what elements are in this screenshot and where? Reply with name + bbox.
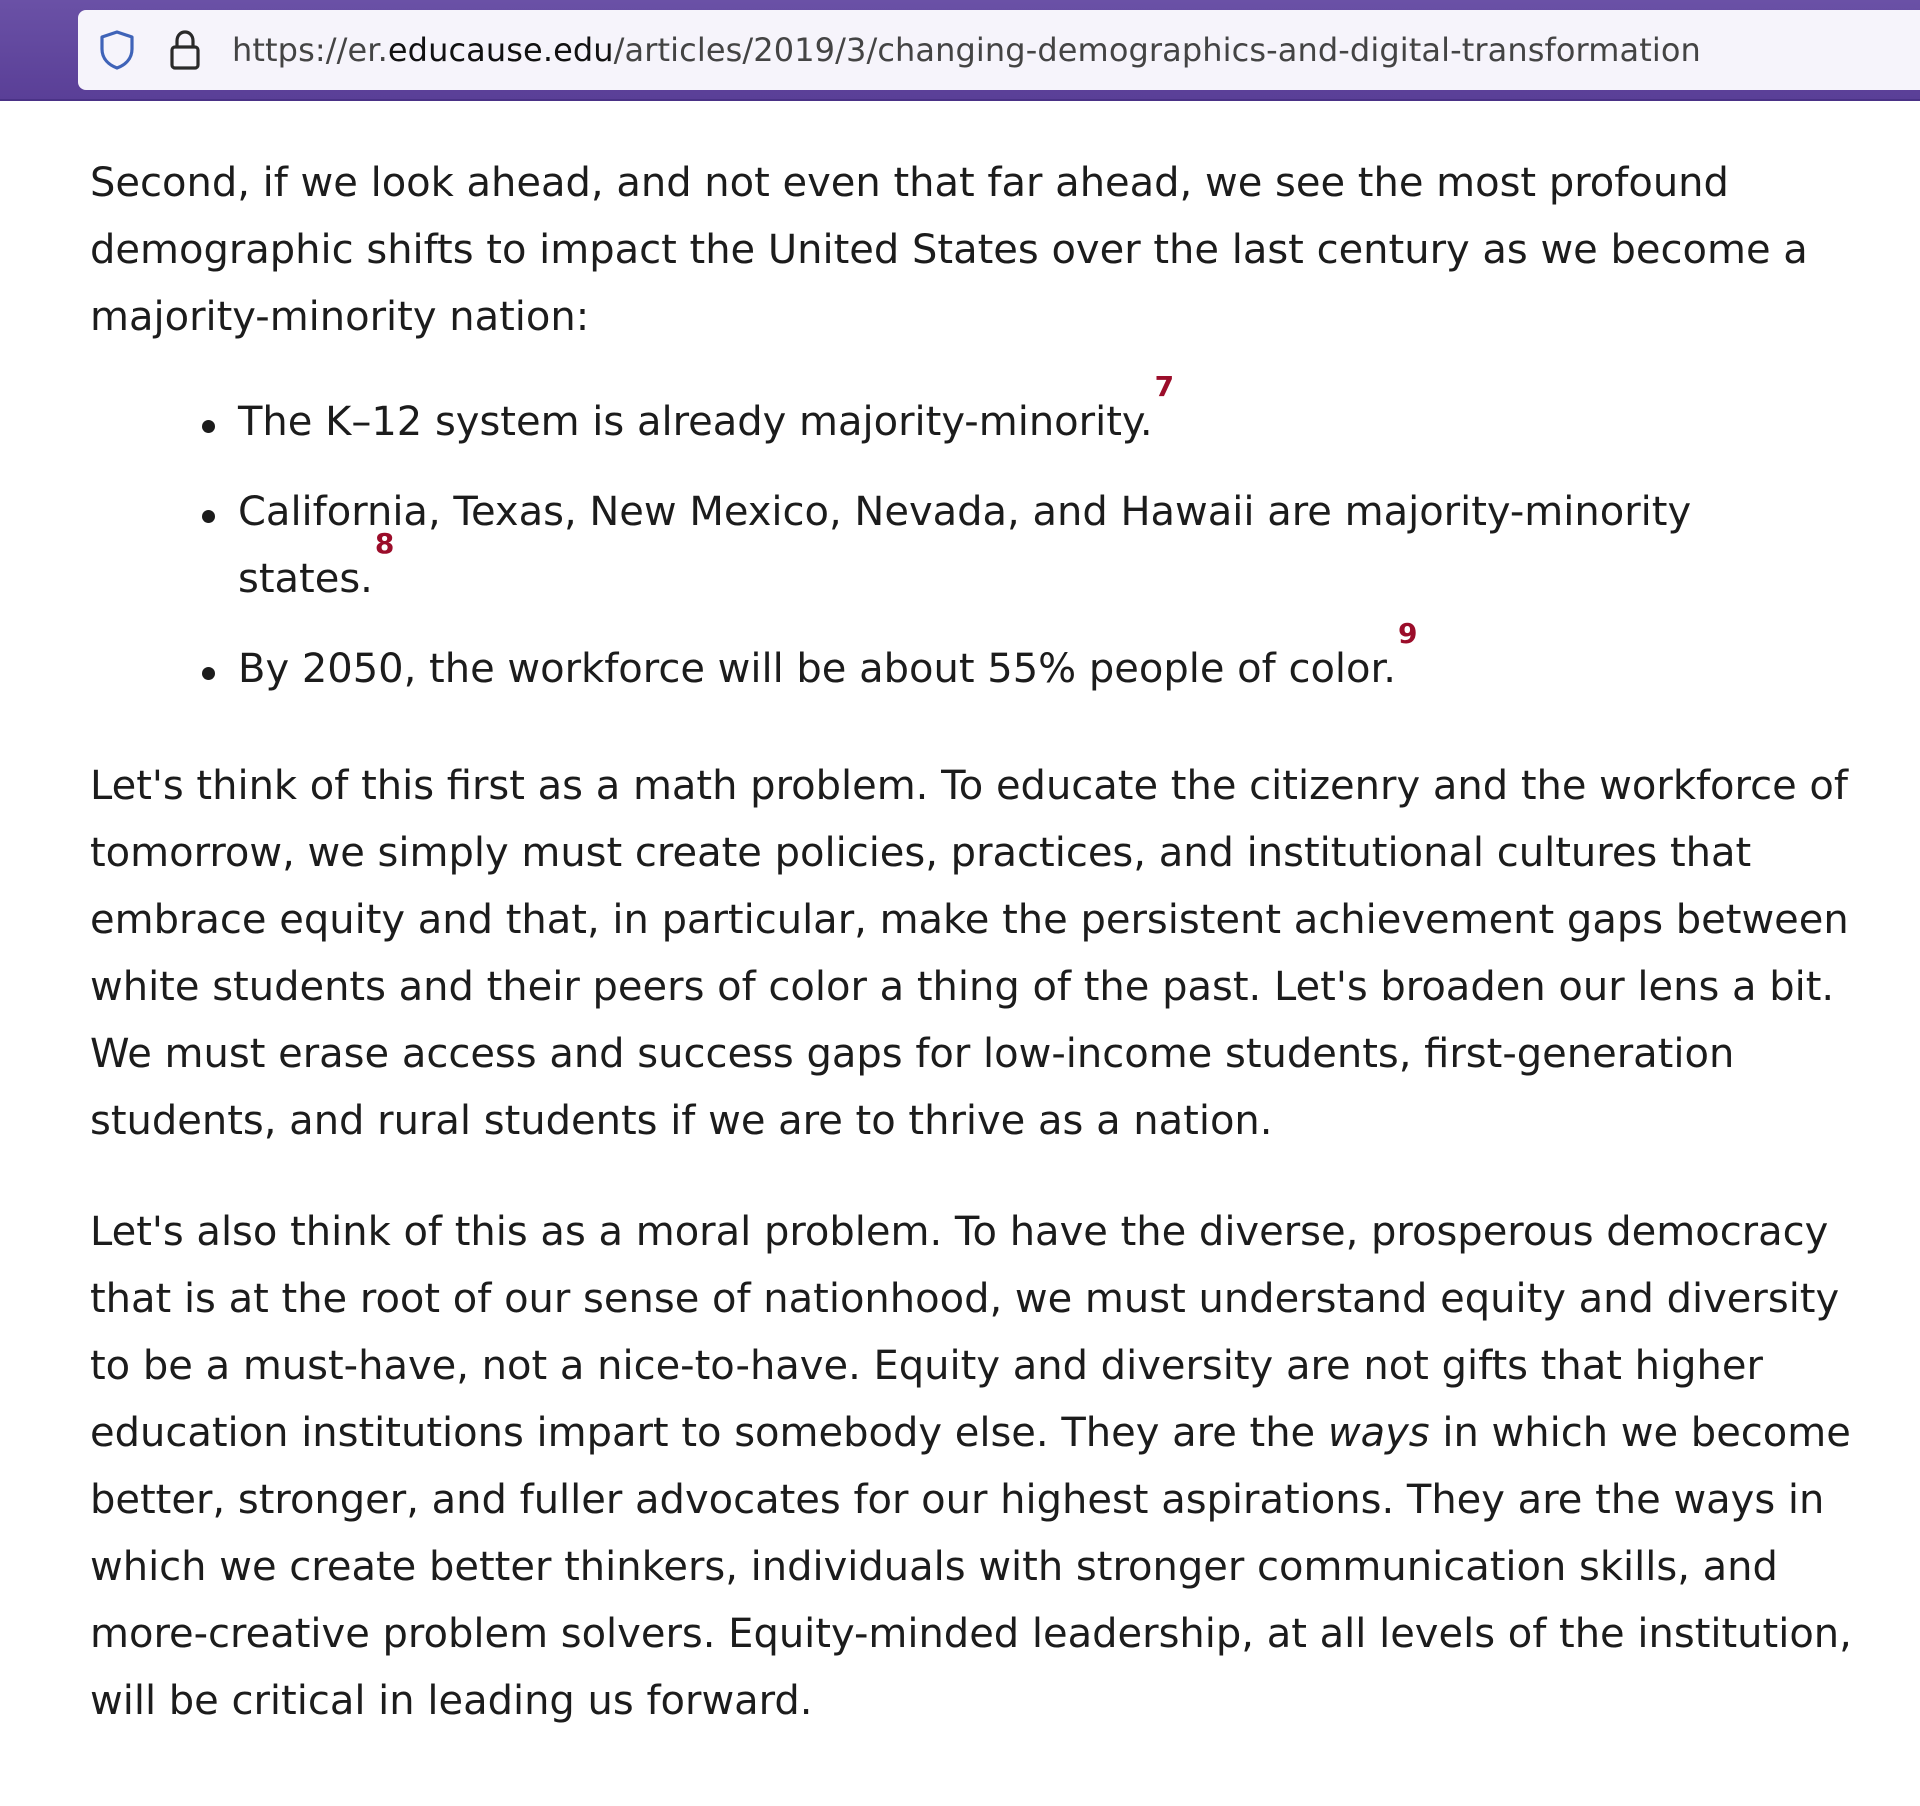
list-item [238,370,1860,456]
list-item-text: California, Texas, New Mexico, Nevada, and Hawaii are majority-minority states. [238,489,1692,602]
lock-icon[interactable] [168,29,202,71]
footnote-link[interactable]: 8 [374,527,395,560]
moral-text-start: Let's also think of this as a moral problem. To have the diverse, prosperous democracy that is at the root of our sense of nationhood, we must understand equity and diversity to be a must-have, not a nice-to-have. Equity and diversity are not gifts that higher education institutions impart to somebody else. They are the [90,1209,1840,1456]
shield-icon[interactable] [98,29,136,71]
list-item [238,479,1860,613]
intro-paragraph: Second, if we look ahead, and not even that far ahead, we see the most profound demographic shifts to impact the United States over the last century as we become a majority-minority nation: [90,160,1808,340]
math-problem-paragraph: Let's think of this first as a math problem. To educate the citizenry and the workforce of tomorrow, we simply must create policies, practices, and institutional cultures that embrace equity and that, in particular, make the persistent achievement gaps between white students and their peers of color a thing of the past. Let's broaden our lens a bit. We must erase access and success gaps for low-income students, first-generation students, and rural students if we are to thrive as a nation. [90,763,1849,1144]
url-scheme: https://er. [232,31,388,69]
address-bar[interactable] [78,10,1920,90]
article-body [90,150,1860,1735]
moral-problem-paragraph [90,1199,1860,1735]
emphasis-ways: ways [1327,1410,1430,1456]
moral-text-end: in which we become better, stronger, and fuller advocates for our highest aspirations. They are the ways in which we create better thinkers, individuals with stronger communication skills, and more-creative problem solvers. Equity-minded leadership, at all levels of the institution, will be critical in leading us forward. [90,1410,1852,1724]
url-path: /articles/2019/3/changing-demographics-and-digital-transformation [613,31,1701,69]
list-item [238,617,1860,703]
url-text[interactable] [232,31,1701,69]
demographics-list [90,370,1860,703]
footnote-link[interactable]: 7 [1154,370,1175,403]
list-item-text: By 2050, the workforce will be about 55% people of color. [238,646,1396,692]
footnote-link[interactable]: 9 [1398,617,1418,650]
url-domain: educause.edu [387,31,614,69]
browser-toolbar [0,0,1920,101]
list-item-text: The K–12 system is already majority-minority. [238,399,1153,445]
